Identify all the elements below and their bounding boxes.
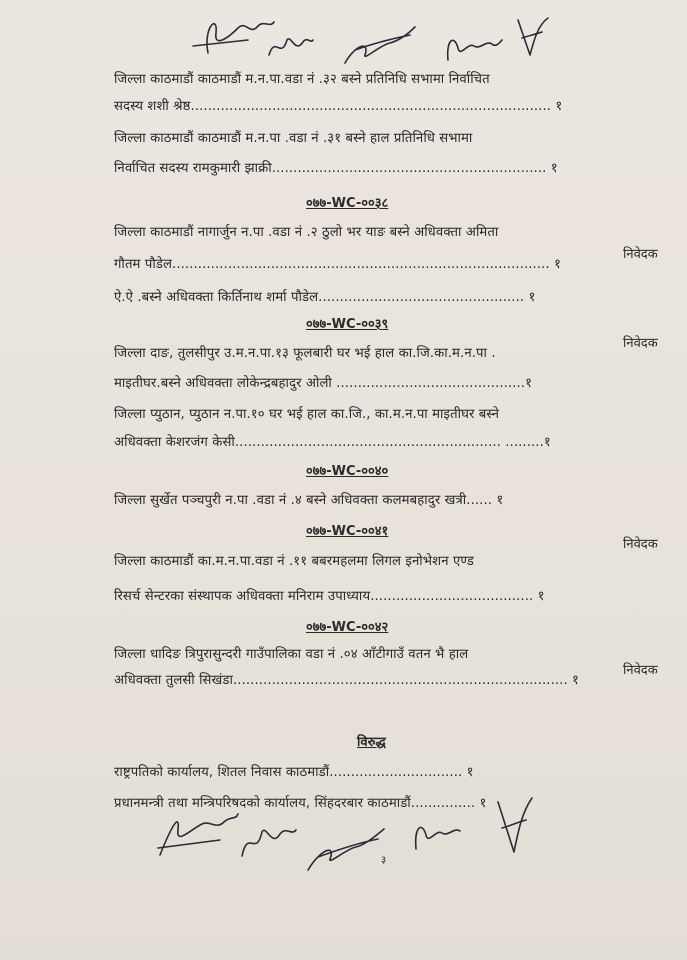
margin-note-petitioner: निवेदक <box>623 336 658 351</box>
margin-note-petitioner: निवेदक <box>623 663 658 678</box>
margin-note-petitioner: निवेदक <box>623 537 658 552</box>
text-line: अधिवक्ता केशरजंग केसी.............................................................. .........१ <box>114 435 551 450</box>
text-line: जिल्ला काठमाडौं काठमाडौं म.न.पा.वडा नं .३२ बस्ने प्रतिनिधि सभामा निर्वाचित <box>114 72 490 87</box>
text-line: माइतीघर.बस्ने अधिवक्ता लोकेन्द्रबहादुर ओली ............................................१ <box>114 376 533 391</box>
signature-top-2 <box>265 30 315 65</box>
text-line: गौतम पौडेल........................................................................................ १ <box>114 257 561 272</box>
respondent-line: प्रधानमन्त्री तथा मन्त्रिपरिषदको कार्यालय, सिंहदरबार काठमाडौं............... १ <box>114 796 487 811</box>
signature-top-3 <box>335 15 425 70</box>
margin-note-petitioner: निवेदक <box>623 247 658 262</box>
viruddha-heading: विरुद्ध <box>357 735 386 750</box>
text-line: सदस्य शशी श्रेष्ठ.................................................................................... १ <box>114 99 563 114</box>
signature-bottom-1 <box>150 800 240 860</box>
text-line: जिल्ला प्युठान, प्युठान न.पा.१० घर भई हाल का.जि., का.म.न.पा माइतीघर बस्ने <box>114 407 499 422</box>
respondent-line: राष्ट्रपतिको कार्यालय, शितल निवास काठमाडौं............................... १ <box>114 765 474 780</box>
case-number-heading: ०७७-WC-००४० <box>306 464 389 479</box>
signature-bottom-5 <box>490 790 535 860</box>
text-line: अधिवक्ता तुलसी सिखंडा.............................................................................. १ <box>114 673 580 688</box>
text-line: निर्वाचित सदस्य रामकुमारी झाक्री................................................................ १ <box>114 161 558 176</box>
signature-bottom-2 <box>238 818 298 863</box>
text-line: जिल्ला काठमाडौं नागार्जुन न.पा .वडा नं .२ ठुलो भर याङ बस्ने अधिवक्ता अमिता <box>114 225 499 240</box>
case-number-heading: ०७७-WC-००४१ <box>306 524 389 539</box>
text-line: जिल्ला धादिङ त्रिपुरासुन्दरी गाउँपालिका वडा नं .०४ आँटीगाउँ वतन भै हाल <box>114 647 469 662</box>
case-number-heading: ०७७-WC-००३९ <box>306 317 389 332</box>
text-line: जिल्ला काठमाडौं का.म.न.पा.वडा नं .११ बबरमहलमा लिगल इनोभेशन एण्ड <box>114 554 474 569</box>
text-line: जिल्ला दाङ, तुलसीपुर उ.म.न.पा.१३ फूलबारी घर भई हाल का.जि.का.म.न.पा . <box>114 346 496 361</box>
page-number: ३ <box>381 855 387 866</box>
text-line: ऐ.ऐ .बस्ने अधिवक्ता किर्तिनाथ शर्मा पौडेल................................................ १ <box>114 290 536 305</box>
signature-top-4 <box>440 30 505 65</box>
case-number-heading: ०७७-WC-००४२ <box>306 620 389 635</box>
case-number-heading: ०७७-WC-००३८ <box>306 196 389 211</box>
signature-bottom-4 <box>408 815 468 855</box>
signature-bottom-3 <box>300 815 390 875</box>
signature-top-5 <box>508 10 553 60</box>
text-line: जिल्ला काठमाडौं काठमाडौं म.न.पा .वडा नं .३१ बस्ने हाल प्रतिनिधि सभामा <box>114 131 473 146</box>
text-line: रिसर्च सेन्टरका संस्थापक अधिवक्ता मनिराम उपाध्याय...................................... १ <box>114 589 545 604</box>
text-line: जिल्ला सुर्खेत पञ्चपुरी न.पा .वडा नं .४ बस्ने अधिवक्ता कलमबहादुर खत्री...... १ <box>114 493 504 508</box>
